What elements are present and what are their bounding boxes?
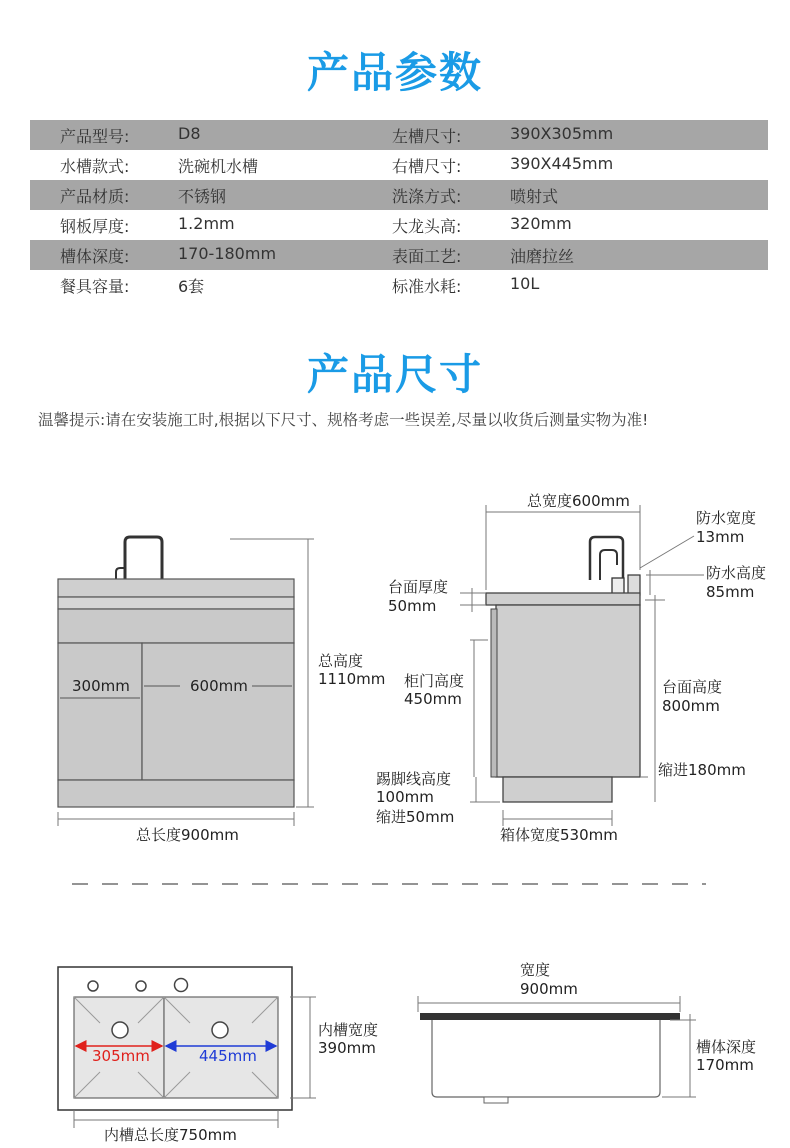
product-size-title: 产品尺寸 — [306, 350, 483, 399]
inner-width-label: 内槽宽度 — [318, 1021, 379, 1039]
spec-value: 6套 — [178, 277, 205, 296]
spec-key: 表面工艺: — [392, 247, 462, 266]
total-height-label: 总高度 — [318, 652, 364, 670]
section-depth-label: 槽体深度 — [696, 1038, 757, 1056]
spec-value: 10L — [510, 274, 540, 293]
waterproof-width-label: 防水宽度 — [696, 509, 757, 527]
spec-value: D8 — [178, 124, 201, 143]
counter-height-value: 800mm — [662, 697, 720, 715]
counter-thickness-value: 50mm — [388, 597, 437, 615]
sink-section-view — [420, 1013, 680, 1103]
left-bowl-dimension: 305mm — [92, 1047, 150, 1065]
spec-value: 喷射式 — [510, 187, 559, 206]
kick-height-value: 100mm — [376, 788, 434, 806]
notice-text: 温馨提示:请在安装施工时,根据以下尺寸、规格考虑一些误差,尽量以收货后测量实物为准! — [38, 411, 649, 429]
spec-key: 餐具容量: — [60, 277, 130, 296]
section-depth-value: 170mm — [696, 1056, 754, 1074]
spec-key: 水槽款式: — [60, 157, 130, 176]
spec-key: 左槽尺寸: — [392, 127, 462, 146]
spec-value: 320mm — [510, 214, 572, 233]
spec-key: 右槽尺寸: — [392, 157, 462, 176]
product-params-title: 产品参数 — [306, 48, 483, 97]
inner-width-value: 390mm — [318, 1039, 376, 1057]
spec-value: 390X305mm — [510, 124, 614, 143]
sink-top-view — [58, 967, 292, 1110]
door-height-value: 450mm — [404, 690, 462, 708]
counter-thickness-label: 台面厚度 — [388, 578, 449, 596]
spec-key: 钢板厚度: — [60, 217, 130, 236]
spec-key: 洗涤方式: — [392, 187, 462, 206]
cabinet-width-label: 箱体宽度530mm — [500, 826, 618, 844]
section-width-label: 宽度 — [520, 961, 551, 979]
spec-value: 170-180mm — [178, 244, 277, 263]
spec-key: 槽体深度: — [60, 247, 130, 266]
waterproof-width-value: 13mm — [696, 528, 745, 546]
spec-value: 油磨拉丝 — [510, 247, 575, 266]
total-height-value: 1110mm — [318, 670, 386, 688]
spec-value: 1.2mm — [178, 214, 235, 233]
side-view-cabinet — [486, 537, 640, 802]
door-large-width: 600mm — [190, 677, 248, 695]
door-small-width: 300mm — [72, 677, 130, 695]
spec-value: 390X445mm — [510, 154, 614, 173]
spec-key: 产品材质: — [60, 187, 130, 206]
spec-key: 产品型号: — [60, 127, 130, 146]
counter-height-label: 台面高度 — [662, 678, 723, 696]
total-length-label: 总长度900mm — [136, 826, 239, 844]
right-bowl-dimension: 445mm — [199, 1047, 257, 1065]
total-width-label: 总宽度600mm — [527, 492, 630, 510]
waterproof-height-label: 防水高度 — [706, 564, 767, 582]
section-width-value: 900mm — [520, 980, 578, 998]
indent-180-label: 缩进180mm — [658, 761, 746, 779]
waterproof-height-value: 85mm — [706, 583, 755, 601]
indent-50-label: 缩进50mm — [376, 808, 455, 826]
door-height-label: 柜门高度 — [404, 672, 465, 690]
kick-height-label: 踢脚线高度 — [376, 770, 452, 788]
inner-length-label: 内槽总长度750mm — [104, 1126, 237, 1144]
spec-key: 标准水耗: — [392, 277, 462, 296]
front-view-cabinet — [58, 537, 294, 807]
spec-key: 大龙头高: — [392, 217, 462, 236]
spec-value: 洗碗机水槽 — [178, 157, 259, 176]
spec-value: 不锈钢 — [178, 187, 227, 206]
